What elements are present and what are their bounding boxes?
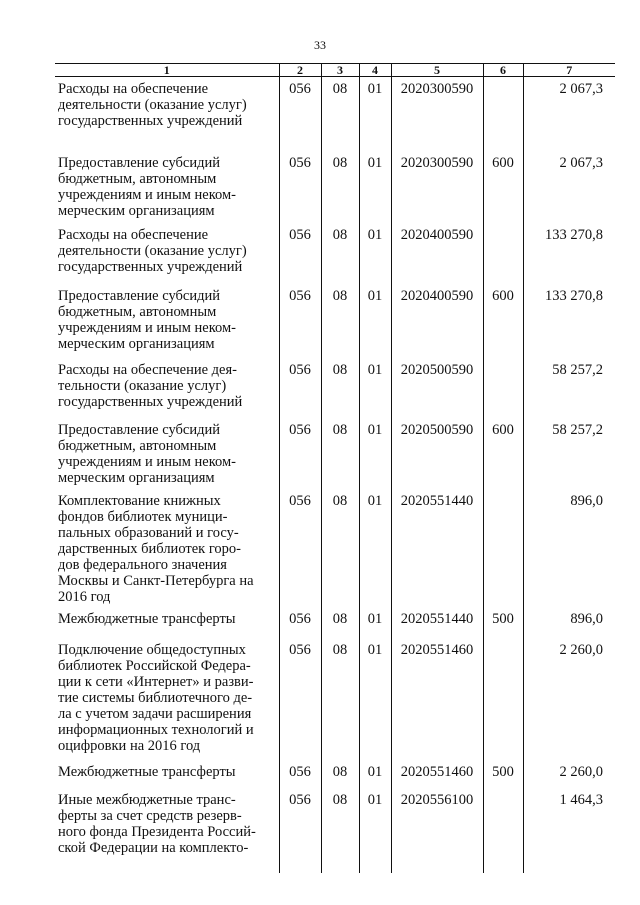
subsection-code: 01 <box>359 358 391 418</box>
table-row <box>55 788 615 873</box>
header-col-4: 4 <box>359 64 391 77</box>
target-article-code: 2020500590 <box>391 358 483 418</box>
row-description <box>55 489 279 607</box>
target-article-code: 2020551440 <box>391 489 483 607</box>
table-row <box>55 358 615 418</box>
table-row <box>55 607 615 638</box>
description-line: Предоставление субсидий <box>58 421 221 438</box>
amount: 896,0 <box>523 489 615 607</box>
ministry-code: 056 <box>279 223 321 284</box>
description-line: библиотек Российской Федера- <box>58 657 251 674</box>
target-article-code: 2020551460 <box>391 638 483 760</box>
row-description <box>55 358 279 418</box>
subsection-code: 01 <box>359 760 391 788</box>
expense-type-code: 600 <box>483 284 523 358</box>
section-code: 08 <box>321 760 359 788</box>
row-description <box>55 151 279 223</box>
description-line: ции к сети «Интернет» и разви- <box>58 673 254 690</box>
amount: 58 257,2 <box>523 358 615 418</box>
header-row <box>55 64 615 77</box>
row-description <box>55 77 279 151</box>
description-line: ферты за счет средств резерв- <box>58 807 242 824</box>
row-description <box>55 788 279 873</box>
expense-type-code: 500 <box>483 760 523 788</box>
description-line: Расходы на обеспечение <box>58 226 209 243</box>
description-line: ла с учетом задачи расширения <box>58 705 252 722</box>
description-line: учреждениям и иным неком- <box>58 186 236 203</box>
description-line: дов федерального значения <box>58 556 227 573</box>
row-description <box>55 607 279 638</box>
description-line: фондов библиотек муници- <box>58 508 228 525</box>
description-line: бюджетным, автономным <box>58 170 217 187</box>
ministry-code: 056 <box>279 760 321 788</box>
header-col-2: 2 <box>279 64 321 77</box>
section-code: 08 <box>321 151 359 223</box>
amount: 896,0 <box>523 607 615 638</box>
section-code: 08 <box>321 489 359 607</box>
header-col-3: 3 <box>321 64 359 77</box>
header-col-7: 7 <box>523 64 615 77</box>
description-line: Предоставление субсидий <box>58 287 221 304</box>
description-line: информационных технологий и <box>58 721 254 738</box>
description-line: дарственных библиотек горо- <box>58 540 241 557</box>
ministry-code: 056 <box>279 284 321 358</box>
description-line: бюджетным, автономным <box>58 303 217 320</box>
description-line: Межбюджетные трансферты <box>58 610 236 627</box>
description-line: мерческим организациям <box>58 469 215 486</box>
table-body <box>55 77 615 873</box>
table-row <box>55 284 615 358</box>
header-col-6: 6 <box>483 64 523 77</box>
description-line: деятельности (оказание услуг) <box>58 97 247 113</box>
ministry-code: 056 <box>279 77 321 151</box>
ministry-code: 056 <box>279 788 321 873</box>
table-row <box>55 489 615 607</box>
description-line: Расходы на обеспечение <box>58 81 209 97</box>
description-line: мерческим организациям <box>58 202 215 219</box>
subsection-code: 01 <box>359 607 391 638</box>
description-line: 2016 год <box>58 588 111 605</box>
target-article-code: 2020551460 <box>391 760 483 788</box>
subsection-code: 01 <box>359 77 391 151</box>
description-line: ного фонда Президента Россий- <box>58 823 256 840</box>
section-code: 08 <box>321 223 359 284</box>
description-line: бюджетным, автономным <box>58 437 217 454</box>
table-row <box>55 223 615 284</box>
section-code: 08 <box>321 77 359 151</box>
expense-type-code <box>483 489 523 607</box>
ministry-code: 056 <box>279 358 321 418</box>
section-code: 08 <box>321 638 359 760</box>
section-code: 08 <box>321 788 359 873</box>
description-line: мерческим организациям <box>58 335 215 352</box>
target-article-code: 2020400590 <box>391 284 483 358</box>
ministry-code: 056 <box>279 151 321 223</box>
section-code: 08 <box>321 284 359 358</box>
row-description <box>55 223 279 284</box>
ministry-code: 056 <box>279 638 321 760</box>
description-line: оцифровки на 2016 год <box>58 737 201 754</box>
section-code: 08 <box>321 418 359 489</box>
section-code: 08 <box>321 358 359 418</box>
description-line: тельности (оказание услуг) <box>58 377 227 394</box>
ministry-code: 056 <box>279 418 321 489</box>
target-article-code: 2020300590 <box>391 151 483 223</box>
ministry-code: 056 <box>279 607 321 638</box>
description-line: учреждениям и иным неком- <box>58 319 236 336</box>
description-line: Расходы на обеспечение дея- <box>58 361 237 378</box>
amount: 1 464,3 <box>523 788 615 873</box>
subsection-code: 01 <box>359 223 391 284</box>
expense-type-code <box>483 358 523 418</box>
expense-type-code <box>483 223 523 284</box>
target-article-code: 2020551440 <box>391 607 483 638</box>
expense-type-code <box>483 77 523 151</box>
target-article-code: 2020300590 <box>391 77 483 151</box>
expense-type-code: 600 <box>483 418 523 489</box>
description-line: государственных учреждений <box>58 113 243 129</box>
subsection-code: 01 <box>359 638 391 760</box>
table-row <box>55 151 615 223</box>
description-line: Иные межбюджетные транс- <box>58 791 236 808</box>
subsection-code: 01 <box>359 284 391 358</box>
subsection-code: 01 <box>359 151 391 223</box>
description-line: государственных учреждений <box>58 258 243 275</box>
description-line: Москвы и Санкт-Петербурга на <box>58 572 254 589</box>
expense-type-code <box>483 638 523 760</box>
subsection-code: 01 <box>359 489 391 607</box>
row-description <box>55 760 279 788</box>
row-description <box>55 418 279 489</box>
table-row <box>55 638 615 760</box>
amount: 2 260,0 <box>523 760 615 788</box>
ministry-code: 056 <box>279 489 321 607</box>
target-article-code: 2020556100 <box>391 788 483 873</box>
section-code: 08 <box>321 607 359 638</box>
budget-table <box>55 63 615 873</box>
description-line: тие системы библиотечного де- <box>58 689 253 706</box>
description-line: Межбюджетные трансферты <box>58 763 236 780</box>
header-col-1: 1 <box>55 64 279 77</box>
target-article-code: 2020400590 <box>391 223 483 284</box>
page-number: 33 <box>314 38 326 52</box>
expense-type-code: 500 <box>483 607 523 638</box>
table-row <box>55 760 615 788</box>
amount: 2 067,3 <box>523 77 615 151</box>
amount: 2 067,3 <box>523 151 615 223</box>
description-line: учреждениям и иным неком- <box>58 453 236 470</box>
subsection-code: 01 <box>359 418 391 489</box>
subsection-code: 01 <box>359 788 391 873</box>
description-line: Комплектование книжных <box>58 492 221 509</box>
target-article-code: 2020500590 <box>391 418 483 489</box>
amount: 133 270,8 <box>523 223 615 284</box>
description-line: государственных учреждений <box>58 393 243 410</box>
table-row <box>55 418 615 489</box>
description-line: Подключение общедоступных <box>58 641 246 658</box>
header-col-5: 5 <box>391 64 483 77</box>
expense-type-code: 600 <box>483 151 523 223</box>
amount: 2 260,0 <box>523 638 615 760</box>
row-description <box>55 284 279 358</box>
expense-type-code <box>483 788 523 873</box>
description-line: Предоставление субсидий <box>58 154 221 171</box>
table-row <box>55 77 615 151</box>
amount: 58 257,2 <box>523 418 615 489</box>
description-line: деятельности (оказание услуг) <box>58 242 247 259</box>
amount: 133 270,8 <box>523 284 615 358</box>
description-line: пальных образований и госу- <box>58 524 239 541</box>
row-description <box>55 638 279 760</box>
description-line: ской Федерации на комплекто- <box>58 839 249 856</box>
